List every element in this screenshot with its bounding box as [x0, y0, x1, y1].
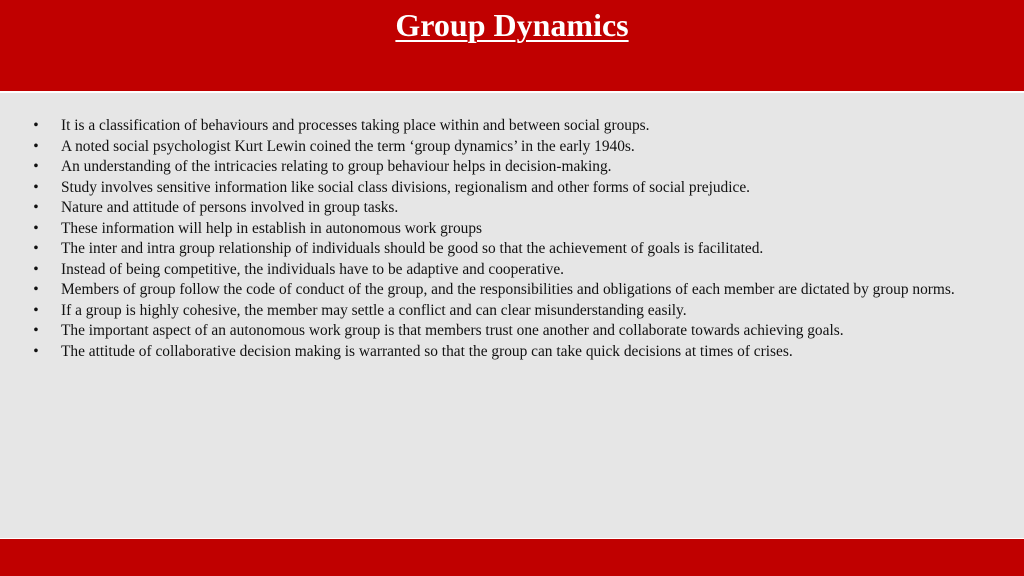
bullet-icon: • [33, 342, 39, 360]
list-item [0, 280, 1024, 301]
bullet-text: An understanding of the intricacies relating to group behaviour helps in decision-making. [61, 158, 612, 175]
bullet-icon: • [33, 117, 39, 134]
list-item [0, 116, 1024, 137]
list-item [0, 137, 1024, 158]
bullet-icon: • [33, 219, 39, 237]
list-item [0, 260, 1024, 281]
bullet-icon: • [33, 260, 39, 278]
bullet-text: Study involves sensitive information like social class divisions, regionalism and other forms of social prejudice. [61, 178, 751, 196]
bullet-text: If a group is highly cohesive, the member may settle a conflict and can clear misunderstanding easily. [61, 301, 687, 319]
bullet-list [0, 116, 1024, 362]
list-item [0, 301, 1024, 322]
list-item [0, 198, 1024, 219]
list-item [0, 321, 1024, 342]
bullet-icon: • [33, 281, 39, 298]
bullet-icon: • [33, 322, 39, 339]
footer-bar [0, 539, 1024, 576]
bullet-text: It is a classification of behaviours and processes taking place within and between social groups. [61, 117, 650, 134]
list-item [0, 178, 1024, 199]
content-area [0, 93, 1024, 538]
bullet-text: Nature and attitude of persons involved in group tasks. [61, 199, 399, 216]
bullet-text: The inter and intra group relationship of individuals should be good so that the achievement of goals is facilitated. [61, 240, 764, 257]
bullet-icon: • [33, 240, 39, 257]
bullet-icon: • [33, 199, 39, 216]
slide-title: Group Dynamics [395, 7, 629, 43]
bullet-text: The attitude of collaborative decision making is warranted so that the group can take quick decisions at times of crises. [61, 342, 793, 360]
list-item [0, 157, 1024, 178]
bullet-text: A noted social psychologist Kurt Lewin coined the term ‘group dynamics’ in the early 1940s. [61, 137, 635, 155]
list-item [0, 219, 1024, 240]
list-item [0, 342, 1024, 363]
header-bar [0, 0, 1024, 91]
list-item [0, 239, 1024, 260]
bullet-icon: • [33, 178, 39, 196]
bullet-icon: • [33, 158, 39, 175]
bullet-icon: • [33, 137, 39, 155]
bullet-text: Members of group follow the code of conduct of the group, and the responsibilities and obligations of each member are dictated by group norms. [61, 281, 955, 298]
bullet-text: Instead of being competitive, the individuals have to be adaptive and cooperative. [61, 260, 565, 278]
bullet-icon: • [33, 301, 39, 319]
bullet-text: These information will help in establish in autonomous work groups [61, 219, 483, 237]
bullet-text: The important aspect of an autonomous work group is that members trust one another and collaborate towards achieving goals. [61, 322, 844, 339]
